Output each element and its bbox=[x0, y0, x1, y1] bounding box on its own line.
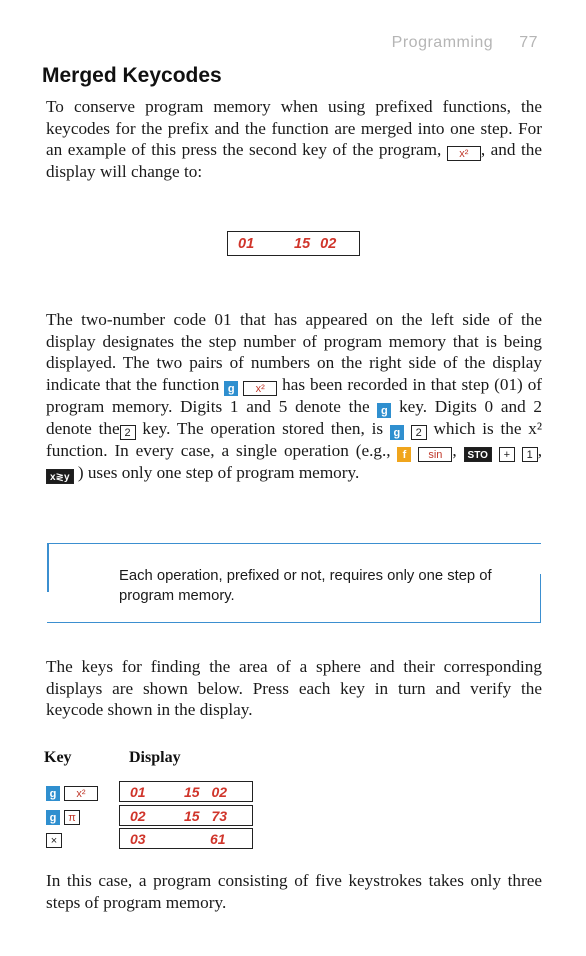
intro-text-b: , and the display will change to: bbox=[46, 140, 542, 182]
display-keycode: 61 bbox=[210, 831, 226, 847]
explanation-text-c: key. Digits 0 and 2 denote the bbox=[46, 396, 543, 438]
page-number: 77 bbox=[519, 34, 538, 51]
explanation-text-d: key. The operation stored then, is bbox=[142, 418, 384, 438]
display-step: 01 bbox=[238, 236, 255, 252]
two-key: 2 bbox=[411, 425, 427, 440]
display-row bbox=[119, 781, 253, 802]
one-key: 1 bbox=[522, 447, 538, 462]
intro-text-a: To conserve program memory when using prefixed functions, the keycodes for the prefix and the function are merged into one step. For an example of this press the second key of the program, bbox=[46, 97, 542, 160]
x-squared-key: x² bbox=[64, 786, 98, 801]
display-keycode: 15 73 bbox=[184, 808, 228, 824]
column-header-key: Key bbox=[44, 749, 72, 766]
plus-key: + bbox=[499, 447, 515, 462]
x-squared-key: x² bbox=[243, 381, 277, 396]
note-text: Each operation, prefixed or not, requires only one step of program memory. bbox=[119, 568, 492, 604]
g-key: g bbox=[46, 810, 60, 825]
sin-key: sin bbox=[418, 447, 452, 462]
column-header-display: Display bbox=[129, 749, 181, 766]
key-row bbox=[46, 782, 98, 802]
x-exchange-y-key: x≷y bbox=[46, 469, 74, 484]
f-key: f bbox=[397, 447, 411, 462]
display-step: 03 bbox=[130, 831, 146, 847]
pi-key: π bbox=[64, 810, 80, 825]
x-squared-key: x² bbox=[447, 146, 481, 161]
display-step: 01 bbox=[130, 784, 146, 800]
display-step: 02 bbox=[130, 808, 146, 824]
section-title: Merged Keycodes bbox=[42, 64, 222, 87]
paragraph-explanation: The two-number code 01 that has appeared on the left side of the display designates the step number of program memory that is being displayed. The two pairs of numbers on the right side of the display indicate that the function g x² has been recorded in that step (01) of program memory. Digits 1 and 5 denote the g key. Digits 0 and 2 denote the 2 key. The operation stored then, is g 2 which is the x² function. In every case, a single operation (e.g., f sin , STO + 1 , x≷y ) uses only one step of program memory. bbox=[46, 310, 543, 483]
key-row bbox=[46, 806, 80, 826]
paragraph-conclusion: In this case, a program consisting of five keystrokes takes only three steps of program memory. bbox=[46, 871, 542, 912]
g-key: g bbox=[224, 381, 238, 396]
explanation-text-b: has been recorded in that step (01) of program memory. Digits 1 and 5 denote the bbox=[46, 374, 543, 416]
calculator-display bbox=[227, 231, 360, 256]
explanation-text-e: which is the x² function. In every case, a single operation (e.g., bbox=[46, 418, 543, 460]
paragraph-intro bbox=[46, 96, 542, 183]
sto-key: STO bbox=[464, 447, 492, 462]
key-row bbox=[46, 829, 62, 849]
two-key: 2 bbox=[120, 425, 136, 440]
section-name: Programming bbox=[391, 34, 494, 51]
paragraph-instructions: The keys for finding the area of a sphere and their corresponding displays are shown below. Press each key in turn and verify the keycode shown in the display. bbox=[46, 657, 542, 720]
display-keycode: 15 02 bbox=[294, 236, 337, 252]
running-head bbox=[392, 34, 538, 52]
g-key: g bbox=[390, 425, 404, 440]
explanation-text-a: The two-number code 01 that has appeared on the left side of the display designates the step number of program memory that is being displayed. The two pairs of numbers on the right side of the display indicate that the function bbox=[46, 310, 542, 394]
explanation-text-f: ) uses only one step of program memory. bbox=[77, 462, 360, 482]
display-keycode: 15 02 bbox=[184, 784, 228, 800]
note-box bbox=[47, 543, 541, 623]
g-key: g bbox=[46, 786, 60, 801]
display-row bbox=[119, 828, 253, 849]
multiply-key: × bbox=[46, 833, 62, 848]
g-key: g bbox=[377, 403, 391, 418]
display-row bbox=[119, 805, 253, 826]
